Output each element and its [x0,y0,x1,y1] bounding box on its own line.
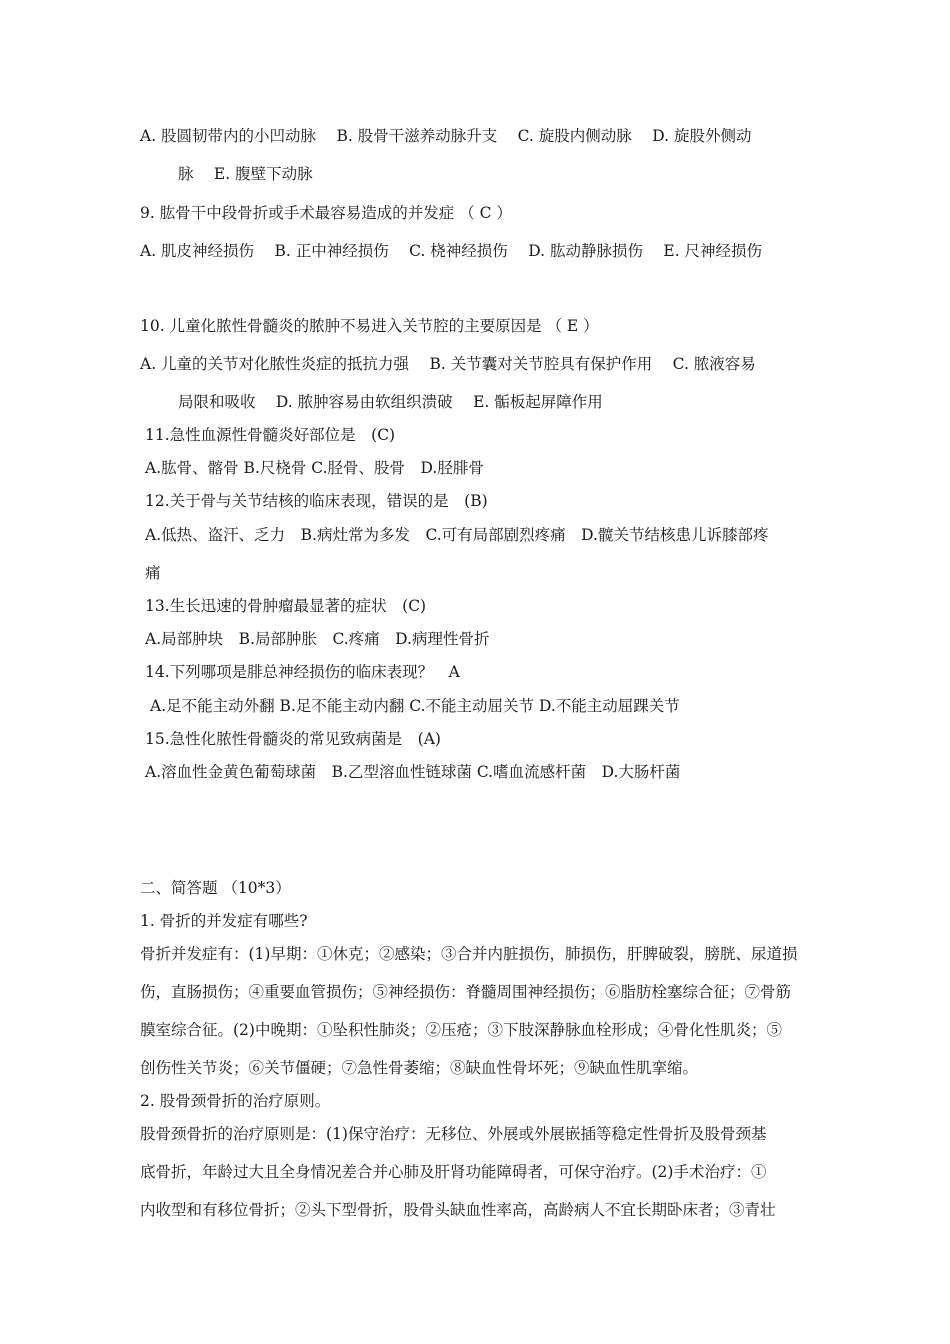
question-11-options: A.肱骨、髂骨 B.尺桡骨 C.胫骨、股骨 D.胫腓骨 [145,459,484,477]
question-13-options: A.局部肿块 B.局部肿胀 C.疼痛 D.病理性骨折 [145,630,490,648]
question-14-stem: 14.下列哪项是腓总神经损伤的临床表现？ A [145,663,460,681]
question-11-stem: 11.急性血源性骨髓炎好部位是 (C) [145,426,396,444]
section-heading: 二、简答题 （10*3） [140,879,291,897]
short-answer-2-line-3: 内收型和有移位骨折；②头下型骨折，股骨头缺血性率高，高龄病人不宜长期卧床者；③青壮 [140,1201,776,1219]
question-12-options-line-2: 痛 [145,564,161,582]
short-answer-1-line-4: 创伤性关节炎；⑥关节僵硬；⑦急性骨萎缩；⑧缺血性骨坏死；⑨缺血性肌挛缩。 [140,1059,699,1077]
question-10-stem: 10. 儿童化脓性骨髓炎的脓肿不易进入关节腔的主要原因是 （ E ） [140,317,599,335]
question-13-stem: 13.生长迅速的骨肿瘤最显著的症状 (C) [145,597,427,615]
question-12-stem: 12.关于骨与关节结核的临床表现，错误的是 (B) [145,492,488,510]
question-15-stem: 15.急性化脓性骨髓炎的常见致病菌是 (A) [145,730,441,748]
short-answer-1-question: 1. 骨折的并发症有哪些? [140,912,308,930]
question-14-options: A.足不能主动外翻 B.足不能主动内翻 C.不能主动屈关节 D.不能主动屈踝关节 [150,697,680,715]
short-answer-1-line-2: 伤，直肠损伤；④重要血管损伤；⑤神经损伤：脊髓周围神经损伤；⑥脂肪栓塞综合征；⑦骨筋 [140,983,792,1001]
short-answer-1-line-3: 膜室综合征。(2)中晚期：①坠积性肺炎；②压疮；③下肢深静脉血栓形成；④骨化性肌炎；⑤ [140,1021,782,1039]
question-9-options: A. 肌皮神经损伤 B. 正中神经损伤 C. 桡神经损伤 D. 肱动静脉损伤 E. 尺神经损伤 [140,242,763,260]
short-answer-2-line-2: 底骨折，年龄过大且全身情况差合并心肺及肝肾功能障碍者，可保守治疗。(2)手术治疗：① [140,1163,767,1181]
question-8-options-line-1: A. 股圆韧带内的小凹动脉 B. 股骨干滋养动脉升支 C. 旋股内侧动脉 D. 旋股外侧动 [140,127,752,145]
short-answer-2-question: 2. 股骨颈骨折的治疗原则。 [140,1092,331,1110]
question-15-options: A.溶血性金黄色葡萄球菌 B.乙型溶血性链球菌 C.嗜血流感杆菌 D.大肠杆菌 [145,763,681,781]
question-10-options-line-1: A. 儿童的关节对化脓性炎症的抵抗力强 B. 关节囊对关节腔具有保护作用 C. 脓液容易 [140,355,756,373]
question-10-options-line-2: 局限和吸收 D. 脓肿容易由软组织溃破 E. 骺板起屏障作用 [178,393,603,411]
question-8-options-line-2: 脉 E. 腹壁下动脉 [178,165,313,183]
question-12-options-line-1: A.低热、盗汗、乏力 B.病灶常为多发 C.可有局部剧烈疼痛 D.髋关节结核患儿诉膝部疼 [145,526,769,544]
short-answer-1-line-1: 骨折并发症有：(1)早期：①休克；②感染；③合并内脏损伤，肺损伤，肝脾破裂，膀胱、尿道损 [140,945,798,963]
short-answer-2-line-1: 股骨颈骨折的治疗原则是：(1)保守治疗：无移位、外展或外展嵌插等稳定性骨折及股骨颈基 [140,1125,767,1143]
question-9-stem: 9. 肱骨干中段骨折或手术最容易造成的并发症 （ C ） [140,204,512,222]
